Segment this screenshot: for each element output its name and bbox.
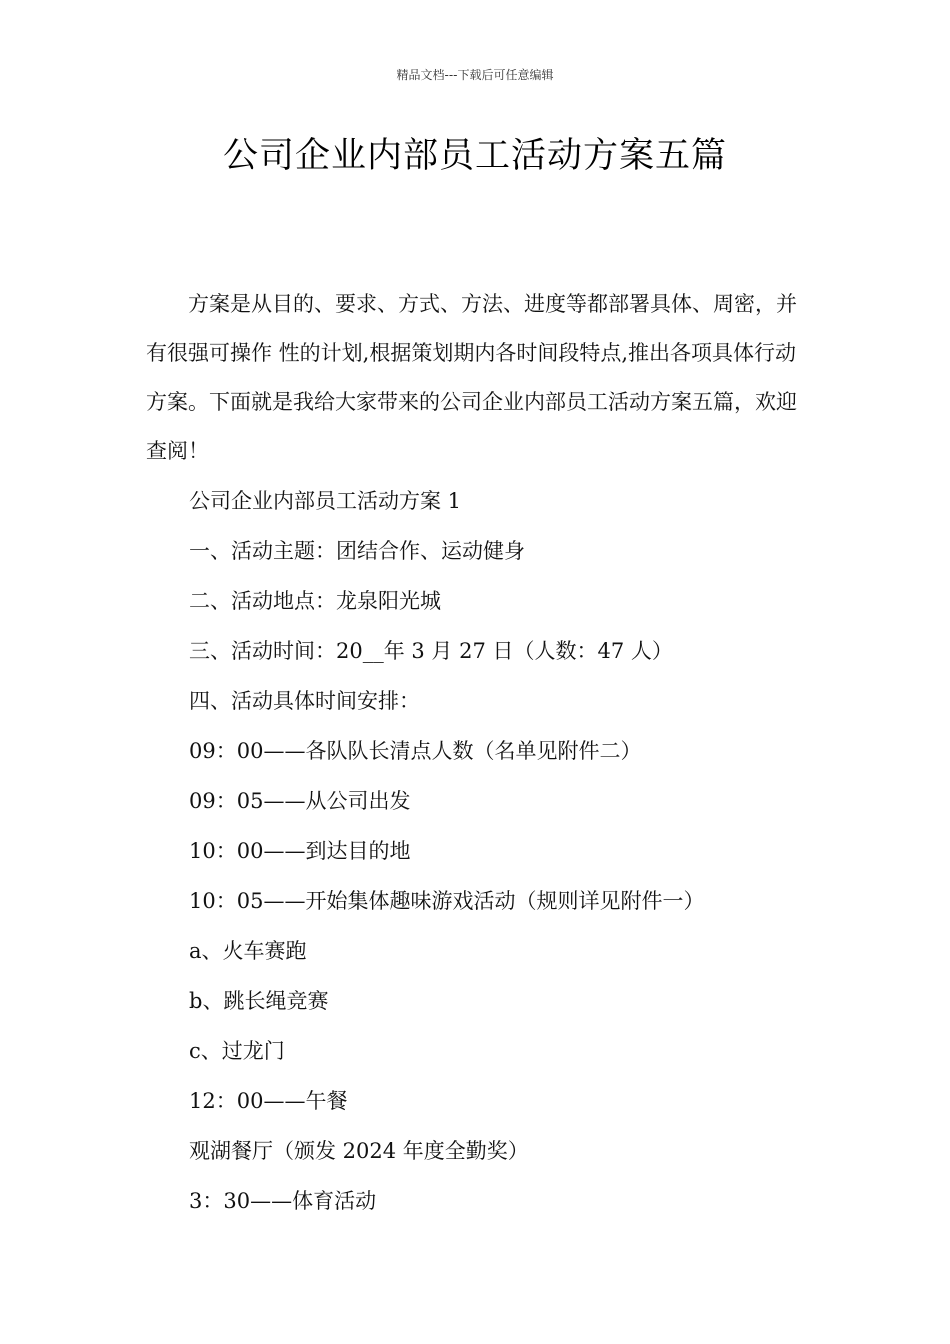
- schedule-line: 3：30——体育活动: [189, 1189, 377, 1213]
- document-title: 公司企业内部员工活动方案五篇: [222, 136, 727, 176]
- schedule-line: 12：00——午餐: [189, 1089, 348, 1113]
- text-line: 一、活动主题：团结合作、运动健身: [189, 539, 525, 563]
- text-line: 二、活动地点：龙泉阳光城: [189, 589, 441, 613]
- schedule-line: 09：00——各队队长清点人数（名单见附件二）: [189, 739, 642, 763]
- text-line: 四、活动具体时间安排：: [189, 689, 420, 713]
- schedule-line: 09：05——从公司出发: [189, 789, 411, 813]
- content-lines: [189, 476, 809, 1226]
- section-heading: 公司企业内部员工活动方案 1: [189, 489, 462, 513]
- schedule-line: 10：05——开始集体趣味游戏活动（规则详见附件一）: [189, 889, 705, 913]
- text-line: 三、活动时间：20__年 3 月 27 日（人数：47 人）: [189, 639, 673, 663]
- intro-paragraph: 方案是从目的、要求、方式、方法、进度等都部署具体、周密，并有很强可操作 性的计划,根据策划期内各时间段特点,推出各项具体行动方案。下面就是我给大家带来的公司企业内部员工活动方案五篇，欢迎查阅！: [146, 292, 797, 463]
- header-note: 精品文档---下载后可任意编辑: [396, 68, 554, 82]
- text-line: 观湖餐厅（颁发 2024 年度全勤奖）: [189, 1139, 529, 1163]
- list-item: b、跳长绳竞赛: [189, 989, 329, 1013]
- list-item: c、过龙门: [189, 1039, 285, 1063]
- schedule-line: 10：00——到达目的地: [189, 839, 411, 863]
- list-item: a、火车赛跑: [189, 939, 307, 963]
